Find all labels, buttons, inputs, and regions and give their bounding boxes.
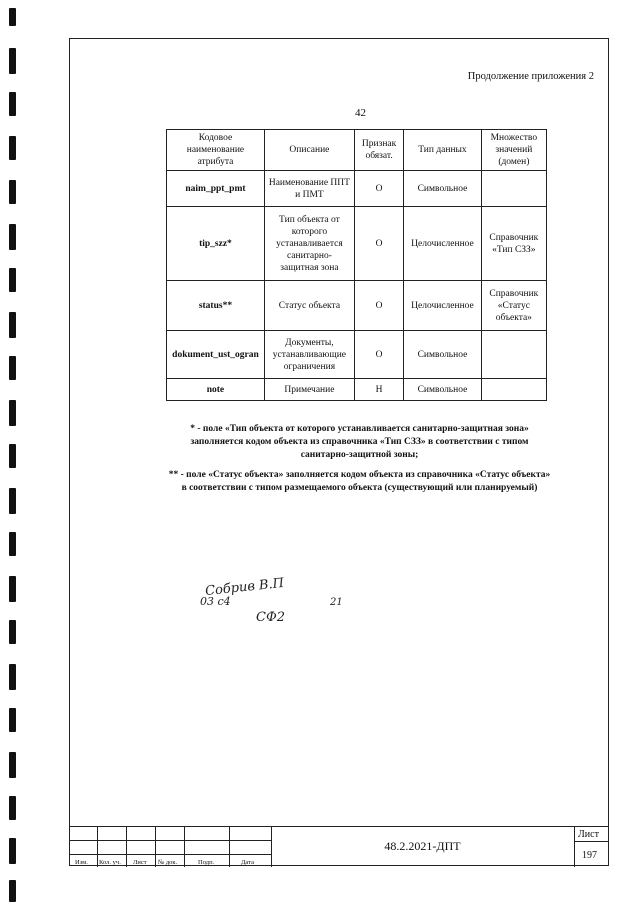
attribute-domain: Справочник «Тип СЗЗ» xyxy=(481,207,546,281)
attribute-code: note xyxy=(167,379,265,401)
attribute-required: Н xyxy=(354,379,403,401)
attribute-description: Статус объекта xyxy=(264,281,354,331)
attribute-data-type: Символьное xyxy=(404,171,481,207)
attribute-domain xyxy=(481,331,546,379)
title-block-header: Изм. xyxy=(75,859,88,866)
sheet-number: 197 xyxy=(582,850,597,861)
attribute-code: dokument_ust_ogran xyxy=(167,331,265,379)
attribute-description: Документы, устанавливающие ограничения xyxy=(264,331,354,379)
table-row xyxy=(167,207,547,281)
attribute-data-type: Целочисленное xyxy=(404,207,481,281)
attribute-code: naim_ppt_pmt xyxy=(167,171,265,207)
attribute-table xyxy=(166,129,547,401)
column-header: Множество значений (домен) xyxy=(481,130,546,171)
column-header: Тип данных xyxy=(404,130,481,171)
table-row xyxy=(167,379,547,401)
attribute-domain xyxy=(481,171,546,207)
column-header: Кодовое наименование атрибута xyxy=(167,130,265,171)
attribute-description: Примечание xyxy=(264,379,354,401)
title-block-header: Дата xyxy=(241,859,254,866)
footnote: ** - поле «Статус объекта» заполняется кодом объекта из справочника «Статус объекта» в соответствии с типом размещаемого объекта (существующий или планируемый) xyxy=(168,470,551,493)
title-block xyxy=(69,826,609,867)
attribute-description: Тип объекта от которого устанавливается санитарно-защитная зона xyxy=(264,207,354,281)
table-row xyxy=(167,281,547,331)
title-block-header: Кол. уч. xyxy=(99,859,121,866)
column-header: Признак обязат. xyxy=(354,130,403,171)
column-header: Описание xyxy=(264,130,354,171)
table-row xyxy=(167,171,547,207)
attribute-code: status** xyxy=(167,281,265,331)
page-number: 42 xyxy=(355,107,366,119)
handwritten-note: 21 xyxy=(330,597,343,608)
footnotes xyxy=(166,423,553,502)
title-block-header: Лист xyxy=(133,859,147,866)
attribute-data-type: Символьное xyxy=(404,379,481,401)
attribute-domain: Справочник «Статус объекта» xyxy=(481,281,546,331)
sheet-label: Лист xyxy=(578,829,599,840)
attribute-required: О xyxy=(354,207,403,281)
attribute-required: О xyxy=(354,331,403,379)
attribute-code: tip_szz* xyxy=(167,207,265,281)
footnote: * - поле «Тип объекта от которого устанавливается санитарно-защитная зона» заполняется кодом объекта из справочника «Тип СЗЗ» в соответствии с типом санитарно-защитной зоны; xyxy=(190,424,529,460)
continuation-label: Продолжение приложения 2 xyxy=(467,71,594,82)
handwritten-note: 03 с4 xyxy=(200,595,231,608)
attribute-data-type: Символьное xyxy=(404,331,481,379)
table-row xyxy=(167,331,547,379)
attribute-domain xyxy=(481,379,546,401)
handwritten-signature: Собрив В.П xyxy=(204,575,285,600)
handwritten-note: СФ2 xyxy=(256,610,286,625)
attribute-description: Наименование ППТ и ПМТ xyxy=(264,171,354,207)
attribute-required: О xyxy=(354,171,403,207)
table-header-row xyxy=(167,130,547,171)
title-block-header: Подп. xyxy=(198,859,215,866)
document-code: 48.2.2021-ДПТ xyxy=(384,839,461,853)
attribute-data-type: Целочисленное xyxy=(404,281,481,331)
attribute-required: О xyxy=(354,281,403,331)
title-block-header: № док. xyxy=(158,859,178,866)
